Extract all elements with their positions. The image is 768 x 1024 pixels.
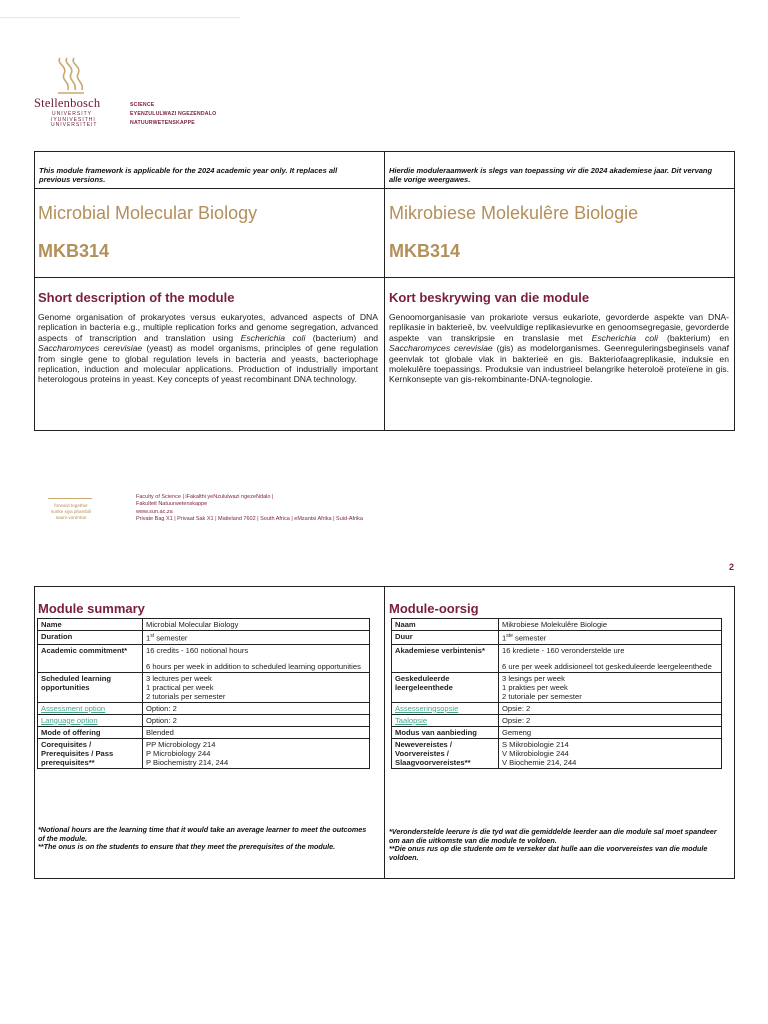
logo-faculty: SCIENCE EYENZULULWAZI NGEZENDALO NATUURWETENSKAPPE	[130, 102, 217, 126]
summary-value: 16 krediete - 160 veronderstelde ure 6 ure per week addisioneel tot geskeduleerde leergeleenthede	[499, 644, 722, 672]
description-text-af: Genoomorganisasie van prokariote versus eukariote, gevorderde aspekte van DNA-replikasie in bakterieë, bv. veelvuldige replikasievurke en genoomsegregasie, gevorderde aspekte van transkripsie en translasie met Escherichia coli (bakterium) en Saccharomyces cerevisiae (gis) as modelorganismes. Geenreguleringsbeginsels vanaf geenvlak tot globale vlak in bakterieë en gis. Bakteriofaagreplikasie, induksie en molekulêre toepassings. Produksie van industrieel belangrike heteroloë proteïene in gis. Kernkonsepte van gis-rekombinante-DNA-tegnologie.	[389, 312, 730, 385]
summary-value: Mikrobiese Molekulêre Biologie	[499, 619, 722, 631]
summary-row	[38, 714, 370, 726]
description-heading-af: Kort beskrywing van die module	[389, 290, 590, 305]
summary-row	[38, 672, 370, 702]
summary-row	[392, 702, 722, 714]
summary-row	[392, 726, 722, 738]
summary-table-en	[37, 618, 370, 769]
summary-notes-af: *Veronderstelde leerure is die tyd wat die gemiddelde leerder aan die module sal moet spandeer om aan die uitkomste van die module te voldoen. **Die onus rus op die studente om te verseker dat hulle aan die voorvereistes van die module voldoen.	[389, 827, 717, 862]
module-code-en: MKB314	[38, 241, 110, 261]
summary-row	[392, 714, 722, 726]
footer-divider	[48, 498, 92, 499]
summary-row	[38, 644, 370, 672]
summary-link[interactable]: Taalopsie	[392, 714, 499, 726]
summary-value: 3 lesings per week 1 prakties per week 2 tutoriale per semester	[499, 672, 722, 702]
summary-heading-af: Module-oorsig	[389, 601, 479, 616]
summary-link[interactable]: Assesseringsopsie	[392, 702, 499, 714]
module-title-en: Microbial Molecular Biology	[38, 203, 258, 223]
summary-value: 1st semester	[143, 631, 370, 645]
logo-subtitle: UNIVERSITY IYUNIVESITHI UNIVERSITEIT	[51, 111, 98, 129]
summary-key: Newevereistes / Voorvereistes / Slaagvoorvereistes**	[392, 738, 499, 768]
page-number: 2	[729, 562, 735, 572]
summary-row	[392, 672, 722, 702]
summary-key: Academic commitment*	[38, 644, 143, 672]
footer-address: Faculty of Science | iFakalthi yeNzululwazi ngezeNdalo | Fakulteit Natuurwetenskappe www.sun.ac.za Private Bag X1 | Privaat Sak X1 | Matieland 7602 | South Africa | eMzantsi Afrika | Suid-Afrika	[136, 494, 363, 523]
summary-row	[392, 619, 722, 631]
summary-key: Corequisites / Prerequisites / Pass prerequisites**	[38, 738, 143, 768]
footer-website-link[interactable]: www.sun.ac.za	[136, 508, 173, 515]
module-title-af: Mikrobiese Molekulêre Biologie	[389, 203, 639, 223]
summary-notes-en: *Notional hours are the learning time that it would take an average learner to meet the outcomes of the module. **The onus is on the students to ensure that they meet the prerequisites of the module.	[38, 825, 367, 852]
summary-value: 3 lectures per week 1 practical per week 2 tutorials per semester	[143, 672, 370, 702]
summary-value: Blended	[143, 726, 370, 738]
summary-heading-en: Module summary	[38, 601, 145, 616]
university-logo	[34, 56, 244, 136]
summary-value: Option: 2	[143, 702, 370, 714]
summary-value: 1ste semester	[499, 631, 722, 645]
summary-row	[38, 619, 370, 631]
stellenbosch-emblem-icon	[54, 56, 86, 96]
summary-value: S Mikrobiologie 214 V Mikrobiologie 244 V Biochemie 214, 244	[499, 738, 722, 768]
summary-key: Naam	[392, 619, 499, 631]
summary-row	[392, 631, 722, 645]
framework-notice-af: Hierdie moduleraamwerk is slegs van toepassing vir die 2024 akademiese jaar. Dit vervang alle vorige weergawes.	[389, 166, 713, 184]
footer-slogan: forward together sonke siya phambili saam vorentoe	[50, 503, 92, 520]
summary-key: Duration	[38, 631, 143, 645]
summary-value: Microbial Molecular Biology	[143, 619, 370, 631]
description-text-en: Genome organisation of prokaryotes versus eukaryotes, advanced aspects of DNA replication in bacteria e.g., multiple replication forks and genome segregation, advanced aspects of transcription and translation using Escherichia coli (bacterium) and Saccharomyces cerevisiae (yeast) as model organisms, principles of gene regulation from single gene to global regulation levels in bacteria and yeasts, bacteriophage replication, induction and molecular applications. Production of industrially important heterologous proteins in yeast. Key concepts of yeast recombinant DNA technology.	[38, 312, 379, 385]
module-code-af: MKB314	[389, 241, 461, 261]
summary-row	[392, 644, 722, 672]
summary-key: Akademiese verbintenis*	[392, 644, 499, 672]
summary-value: 16 credits - 160 notional hours 6 hours per week in addition to scheduled learning opportunities	[143, 644, 370, 672]
summary-row	[38, 702, 370, 714]
summary-value: Gemeng	[499, 726, 722, 738]
summary-key: Scheduled learning opportunities	[38, 672, 143, 702]
summary-key: Mode of offering	[38, 726, 143, 738]
summary-link[interactable]: Language option	[38, 714, 143, 726]
summary-key: Geskeduleerde leergeleenthede	[392, 672, 499, 702]
summary-value: PP Microbiology 214 P Microbiology 244 P Biochemistry 214, 244	[143, 738, 370, 768]
summary-row	[38, 631, 370, 645]
summary-value: Opsie: 2	[499, 702, 722, 714]
summary-key: Name	[38, 619, 143, 631]
summary-key: Modus van aanbieding	[392, 726, 499, 738]
description-heading-en: Short description of the module	[38, 290, 235, 305]
summary-value: Opsie: 2	[499, 714, 722, 726]
top-rule	[0, 17, 240, 18]
summary-key: Duur	[392, 631, 499, 645]
summary-row	[392, 738, 722, 768]
summary-link[interactable]: Assessment option	[38, 702, 143, 714]
summary-value: Option: 2	[143, 714, 370, 726]
logo-wordmark: Stellenbosch	[34, 96, 101, 110]
summary-row	[38, 738, 370, 768]
summary-table-af	[391, 618, 722, 769]
summary-row	[38, 726, 370, 738]
framework-notice-en: This module framework is applicable for the 2024 academic year only. It replaces all previous versions.	[39, 166, 338, 184]
